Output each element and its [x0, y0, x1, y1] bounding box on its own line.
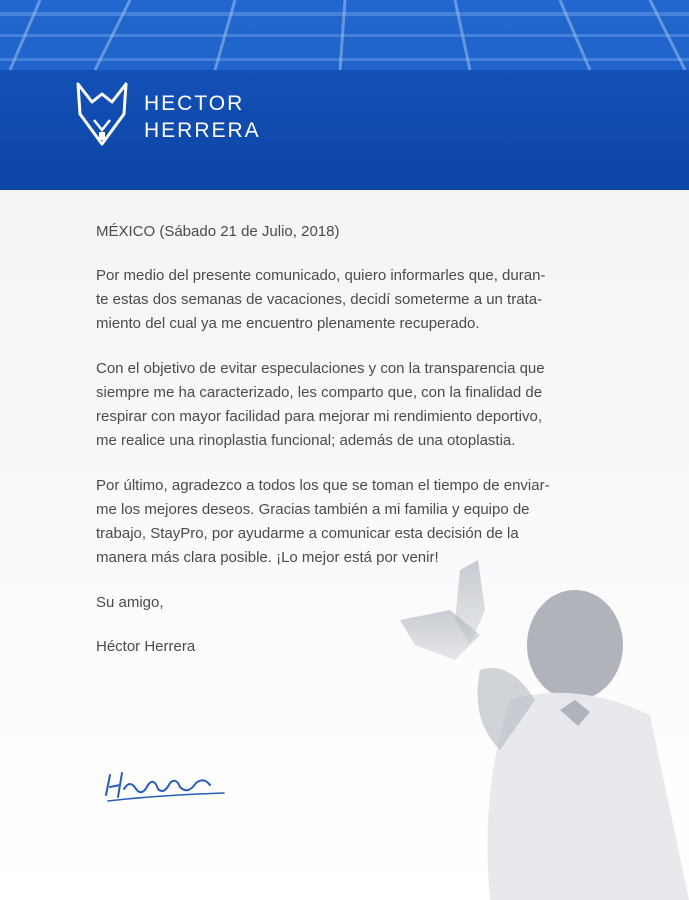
- text-line: Con el objetivo de evitar especulaciones y con la transparencia que: [96, 360, 545, 377]
- paragraph-three: [96, 474, 596, 570]
- closing-salutation: Su amigo,: [96, 594, 164, 611]
- paragraph-one: [96, 264, 596, 336]
- text-line: me los mejores deseos. Gracias también a mi familia y equipo de: [96, 501, 530, 518]
- paragraph-two: [96, 357, 596, 453]
- text-line: miento del cual ya me encuentro plenamente recuperado.: [96, 315, 480, 332]
- text-line: manera más clara posible. ¡Lo mejor está por venir!: [96, 549, 439, 566]
- letter-date: MÉXICO (Sábado 21 de Julio, 2018): [96, 223, 340, 240]
- text-line: trabajo, StayPro, por ayudarme a comunicar esta decisión de la: [96, 525, 519, 542]
- letterhead-banner: [0, 0, 689, 190]
- letter-body: [0, 190, 689, 900]
- text-line: respirar con mayor facilidad para mejorar mi rendimiento deportivo,: [96, 408, 543, 425]
- signer-name: Héctor Herrera: [96, 638, 196, 655]
- fox-head-icon: [74, 80, 130, 148]
- text-line: siempre me ha caracterizado, les comparto que, con la finalidad de: [96, 384, 543, 401]
- brand-line-last: HERRERA: [144, 119, 261, 142]
- brand-name: [144, 90, 261, 144]
- letter-text: [96, 220, 596, 659]
- text-line: me realice una rinoplastia funcional; además de una otoplastia.: [96, 432, 516, 449]
- handwritten-signature-icon: [100, 765, 230, 805]
- text-line: Por último, agradezco a todos los que se toman el tiempo de enviar-: [96, 477, 550, 494]
- text-line: Por medio del presente comunicado, quiero informarles que, duran-: [96, 267, 546, 284]
- brand-line-first: HECTOR: [144, 92, 245, 115]
- text-line: te estas dos semanas de vacaciones, decidí someterme a un trata-: [96, 291, 543, 308]
